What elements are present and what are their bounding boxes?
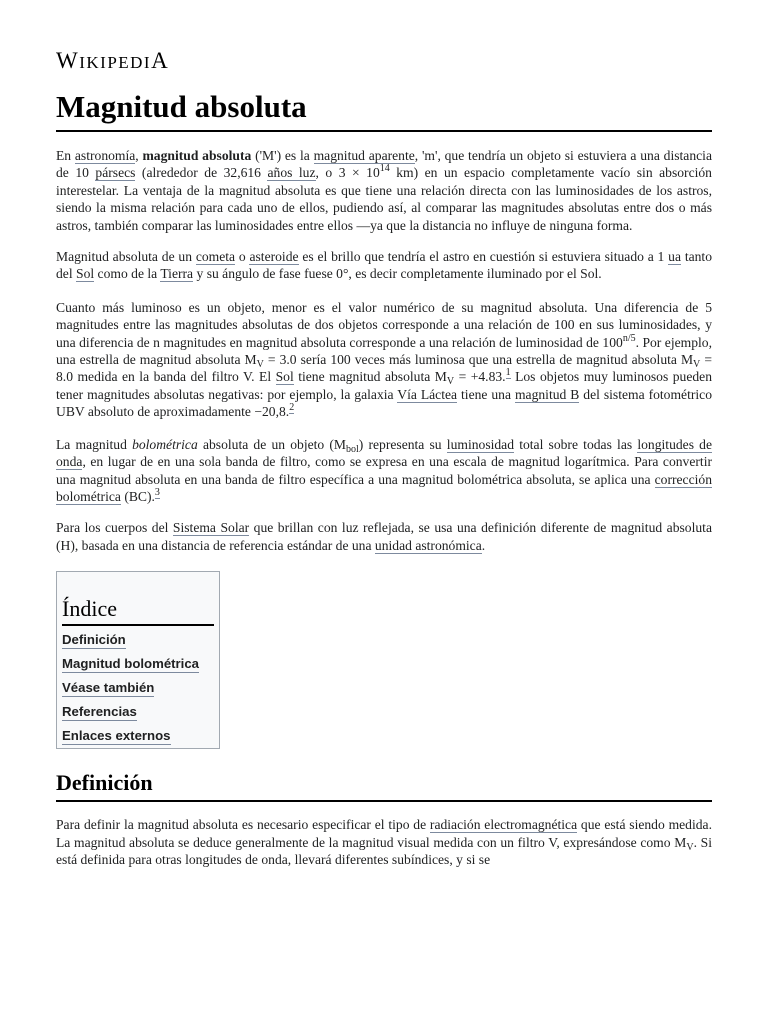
toc-item-enlaces-externos[interactable]: Enlaces externos	[62, 728, 171, 744]
wikipedia-logo[interactable]: WIKIPEDIA	[56, 48, 170, 73]
link-luminosidad[interactable]: luminosidad	[446, 436, 515, 452]
link-sol[interactable]: Sol	[76, 266, 95, 282]
toc-item-magnitud-bolometrica[interactable]: Magnitud bolométrica	[62, 656, 200, 672]
table-of-contents	[56, 571, 220, 749]
link-astronomia[interactable]: astronomía	[74, 148, 136, 163]
toc-item-vease-tambien[interactable]: Véase también	[62, 680, 155, 696]
link-radiacion-electromagnetica[interactable]: radiación electromagnética	[429, 817, 578, 833]
reference-2[interactable]: 2	[289, 402, 295, 414]
link-anos-luz[interactable]: años luz	[267, 165, 316, 181]
link-correccion-bolometrica[interactable]: corrección bolométrica	[56, 471, 712, 504]
page-title: Magnitud absoluta	[56, 86, 712, 132]
section-heading-definicion: Definición	[56, 768, 712, 802]
paragraph-bolometrica: La magnitud bolométrica absoluta de un objeto $(M_{bol})$ representa su luminosidad total sobre todas las longitudes de onda, en lugar de en una sola banda de filtro, como se expresa en una escala de magnitud logarítmica. Para convertir una magnitud absoluta en una banda de filtro específica a una magnitud bolométrica absoluta, se aplica una corrección bolométrica (BC).$^3$	[56, 436, 712, 504]
toc-item-definicion[interactable]: Definición	[62, 632, 126, 648]
link-ua[interactable]: ua	[668, 249, 682, 265]
article-page	[56, 0, 712, 868]
link-sistema-solar[interactable]: Sistema Solar	[172, 520, 250, 536]
link-cometa[interactable]: cometa	[195, 249, 236, 265]
link-sol[interactable]: Sol	[275, 369, 294, 385]
link-magnitud-aparente[interactable]: magnitud aparente	[313, 148, 415, 163]
bold-term: magnitud absoluta	[142, 148, 252, 163]
paragraph-luminosidad: Cuanto más luminoso es un objeto, menor es el valor numérico de su magnitud absoluta. Una diferencia de 5 magnitudes entre las magnitudes absolutas de dos objetos corresponde a una relación de 100 en sus luminosidades, y una diferencia de n magnitudes en magnitud absoluta corresponde a una relación de luminosidad de $100^{n/5}$. Por ejemplo, una estrella de magnitud absoluta $M_V = 3.0$ sería 100 veces más luminosa que una estrella de magnitud absoluta $M_V = 8.0$ medida en la banda del filtro V. El Sol tiene magnitud absoluta $M_V = +4.83.^1$ Los objetos muy luminosos pueden tener magnitudes absolutas negativas: por ejemplo, la galaxia Vía Láctea tiene una magnitud B del sistema fotométrico UBV absoluto de aproximadamente −20,8.$^2$	[56, 299, 712, 420]
reference-3[interactable]: 3	[154, 486, 160, 498]
paragraph-definicion: Para definir la magnitud absoluta es necesario especificar el tipo de radiación electromagnética que está siendo medida. La magnitud absoluta se deduce generalmente de la magnitud visual medida con un filtro V, expresándose como $M_V$. Si está definida para otras longitudes de onda, llevará diferentes subíndices, y si se	[56, 817, 712, 867]
link-asteroide[interactable]: asteroide	[249, 249, 299, 265]
link-parsecs[interactable]: pársecs	[95, 165, 136, 181]
link-longitudes-de-onda[interactable]: longitudes de onda	[56, 436, 712, 470]
link-unidad-astronomica[interactable]: unidad astronómica	[374, 537, 482, 553]
link-tierra[interactable]: Tierra	[160, 266, 194, 282]
toc-item-referencias[interactable]: Referencias	[62, 704, 137, 720]
link-via-lactea[interactable]: Vía Láctea	[397, 386, 458, 402]
paragraph-sistema-solar: Para los cuerpos del Sistema Solar que brillan con luz reflejada, se usa una definición diferente de magnitud absoluta (H), basada en una distancia de referencia estándar de una unidad astronómica.	[56, 520, 712, 553]
toc-title: Índice	[62, 595, 214, 626]
paragraph-cometa: Magnitud absoluta de un cometa o asteroide es el brillo que tendría el astro en cuestión si estuviera situado a 1 ua tanto del Sol como de la Tierra y su ángulo de fase fuese 0°, es decir completamente iluminado por el Sol.	[56, 249, 713, 282]
reference-1[interactable]: 1	[505, 367, 511, 379]
link-magnitud-b[interactable]: magnitud B	[514, 386, 580, 402]
paragraph-intro: En astronomía, magnitud absoluta ('M') es la magnitud aparente, 'm', que tendría un objeto si estuviera a una distancia de 10 pársecs (alrededor de 32,616 años luz, o $3 \times 10^{14}$ km) en un espacio completamente vacío sin absorción interestelar. La ventaja de la magnitud absoluta es que tiene una relación directa con las luminosidades de los astros, siendo la misma relación para cada uno de ellos, pudiendo así, al comparar las magnitudes absolutas entre dos o más astros, también comparar las luminosidades entre ellos —ya que la distancia no influye de ninguna forma.	[56, 148, 712, 233]
